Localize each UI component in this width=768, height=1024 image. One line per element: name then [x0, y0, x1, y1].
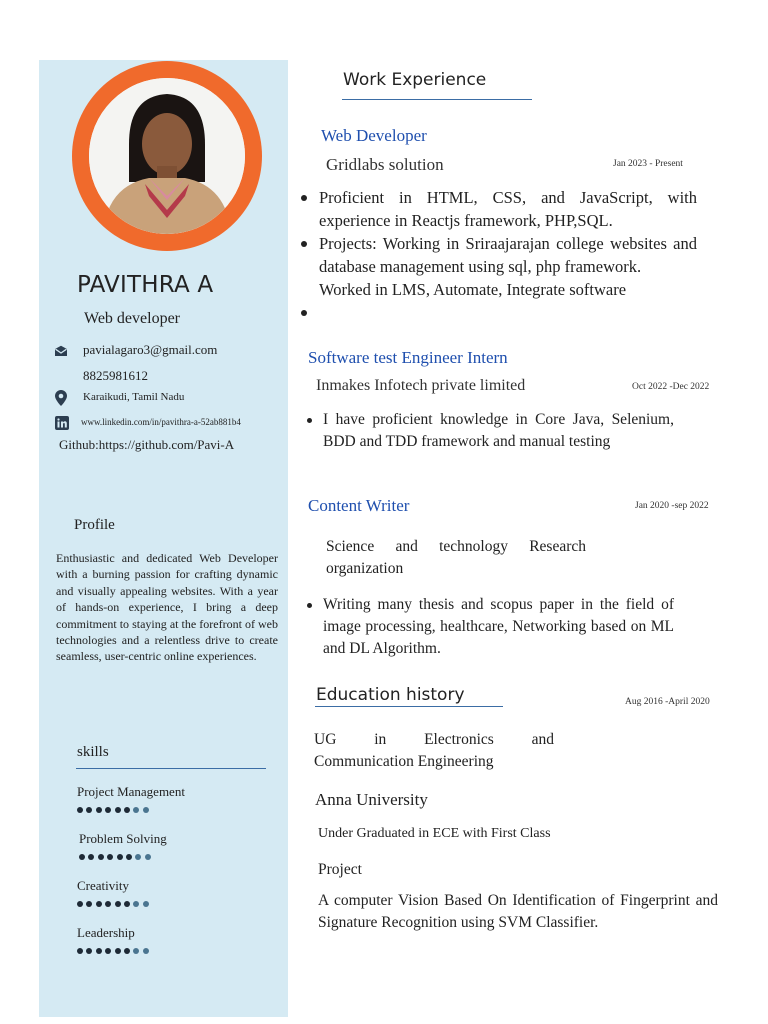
degree-result: Under Graduated in ECE with First Class [318, 826, 551, 841]
university-name: Anna University [315, 790, 428, 809]
skill-dot [105, 901, 111, 907]
education-heading-divider [315, 706, 503, 707]
skill-rating [79, 854, 154, 862]
skill-dot [79, 854, 85, 860]
skill-dot [86, 948, 92, 954]
skill-dot [126, 854, 132, 860]
skill-dot [143, 901, 149, 907]
job-bullets [323, 409, 674, 453]
email-link[interactable]: pavialagaro3@gmail.com [83, 342, 218, 357]
skill-name: Project Management [77, 784, 185, 799]
skill-dot [86, 901, 92, 907]
education-dates: Aug 2016 -April 2020 [625, 697, 710, 707]
skill-dot [107, 854, 113, 860]
skill-rating [77, 948, 152, 956]
skill-rating [77, 807, 152, 815]
profile-photo [89, 78, 245, 234]
skill-dot [105, 948, 111, 954]
skill-dot [115, 948, 121, 954]
skill-dot [143, 948, 149, 954]
job-title: Software test Engineer Intern [308, 348, 508, 367]
skill-dot [143, 807, 149, 813]
skill-dot [105, 807, 111, 813]
skill-name: Leadership [77, 925, 135, 940]
job-dates: Jan 2023 - Present [613, 159, 683, 169]
skill-dot [124, 807, 130, 813]
skill-dot [124, 948, 130, 954]
skill-dot [117, 854, 123, 860]
skill-dot [86, 807, 92, 813]
skill-dot [115, 807, 121, 813]
bullet-dot [301, 310, 307, 316]
skill-dot [135, 854, 141, 860]
bullet-dot [307, 418, 312, 423]
job-dates: Oct 2022 -Dec 2022 [632, 382, 710, 392]
skill-name: Creativity [77, 878, 129, 893]
job-bullet: Worked in LMS, Automate, Integrate software [319, 280, 627, 299]
job-bullet: Proficient in HTML, CSS, and JavaScript, with experience in Reactjs framework, PHP,SQL. [319, 188, 697, 230]
job-bullet: Projects: Working in Sriraajarajan college websites and database management using sql, php framework. [319, 234, 697, 276]
person-name: PAVITHRA A [77, 272, 214, 298]
job-bullets [319, 186, 697, 301]
phone-number[interactable]: 8825981612 [83, 368, 148, 383]
skill-dot [77, 807, 83, 813]
company-name: Science and technology Research organization [326, 538, 586, 577]
profile-heading: Profile [74, 517, 115, 533]
linkedin-icon[interactable] [55, 416, 69, 435]
project-label: Project [318, 861, 362, 878]
project-description: A computer Vision Based On Identification of Fingerprint and Signature Recognition using SVM Classifier. [318, 892, 718, 931]
github-link[interactable]: Github:https://github.com/Pavi-A [59, 437, 235, 452]
skill-dot [145, 854, 151, 860]
work-experience-heading: Work Experience [343, 70, 487, 90]
location-text: Karaikudi, Tamil Nadu [83, 391, 185, 403]
profile-summary: Enthusiastic and dedicated Web Developer with a burning passion for crafting dynamic and visually appealing websites. With a year of hands-on experience, I bring a deep commitment to staying at the forefront of web technologies and a relentless drive to create seamless, user-centric online experiences. [56, 551, 278, 664]
skill-dot [96, 807, 102, 813]
education-heading: Education history [316, 685, 465, 705]
skill-dot [133, 807, 139, 813]
skill-rating [77, 901, 152, 909]
job-bullet: Writing many thesis and scopus paper in the field of image processing, healthcare, Networking based on ML and DL Algorithm. [323, 596, 674, 657]
skill-dot [77, 901, 83, 907]
job-bullet: I have proficient knowledge in Core Java, Selenium, BDD and TDD framework and manual testing [323, 411, 674, 450]
work-heading-divider [342, 99, 532, 100]
bullet-dot [301, 241, 307, 247]
email-icon [54, 344, 68, 362]
skill-dot [96, 901, 102, 907]
skill-dot [88, 854, 94, 860]
skills-heading: skills [77, 744, 109, 760]
person-role: Web developer [84, 310, 180, 327]
skills-divider [76, 768, 266, 769]
location-pin-icon [55, 390, 67, 411]
company-name: Gridlabs solution [326, 155, 444, 174]
skill-dot [133, 901, 139, 907]
degree-name: UG in Electronics and Communication Engineering [314, 731, 554, 770]
skill-dot [133, 948, 139, 954]
bullet-dot [307, 603, 312, 608]
skill-dot [96, 948, 102, 954]
job-bullets [323, 594, 674, 660]
skill-dot [77, 948, 83, 954]
company-name: Inmakes Infotech private limited [316, 377, 526, 394]
job-title: Content Writer [308, 496, 410, 515]
job-dates: Jan 2020 -sep 2022 [635, 501, 709, 511]
skill-dot [98, 854, 104, 860]
skill-dot [124, 901, 130, 907]
skill-name: Problem Solving [79, 831, 167, 846]
job-title: Web Developer [321, 126, 427, 145]
linkedin-link[interactable]: www.linkedin.com/in/pavithra-a-52ab881b4 [81, 417, 241, 427]
skill-dot [115, 901, 121, 907]
bullet-dot [301, 195, 307, 201]
